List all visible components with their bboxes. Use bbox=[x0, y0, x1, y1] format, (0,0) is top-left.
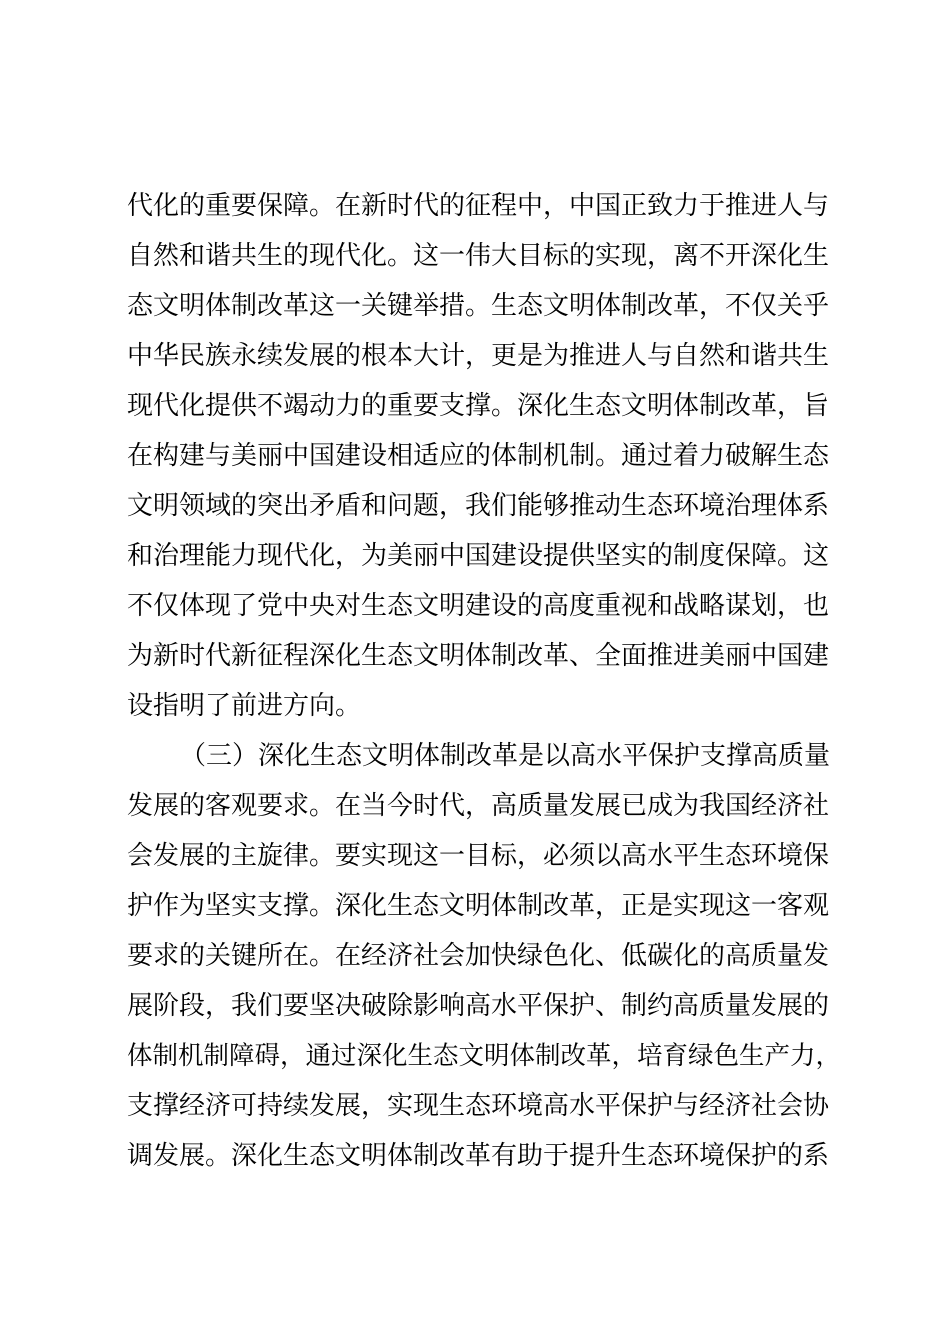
text-line: 中华民族永续发展的根本大计，更是为推进人与自然和谐共生 bbox=[127, 341, 830, 371]
text-line: 展阶段，我们要坚决破除影响高水平保护、制约高质量发展的 bbox=[127, 991, 830, 1021]
text-line: 体制机制障碍，通过深化生态文明体制改革，培育绿色生产力， bbox=[127, 1041, 842, 1071]
text-line: 文明领域的突出矛盾和问题，我们能够推动生态环境治理体系 bbox=[127, 491, 830, 521]
text-line: 设指明了前进方向。 bbox=[127, 691, 362, 721]
text-line: 在构建与美丽中国建设相适应的体制机制。通过着力破解生态 bbox=[127, 441, 830, 471]
text-line: 和治理能力现代化，为美丽中国建设提供坚实的制度保障。这 bbox=[127, 541, 830, 571]
text-line: 现代化提供不竭动力的重要支撑。深化生态文明体制改革，旨 bbox=[127, 391, 830, 421]
text-line: 会发展的主旋律。要实现这一目标，必须以高水平生态环境保 bbox=[127, 841, 830, 871]
text-line: 不仅体现了党中央对生态文明建设的高度重视和战略谋划，也 bbox=[127, 591, 830, 621]
text-line: 护作为坚实支撑。深化生态文明体制改革，正是实现这一客观 bbox=[127, 891, 830, 921]
text-line: 调发展。深化生态文明体制改革有助于提升生态环境保护的系 bbox=[127, 1141, 830, 1171]
text-line: 态文明体制改革这一关键举措。生态文明体制改革，不仅关乎 bbox=[127, 291, 830, 321]
text-line: 代化的重要保障。在新时代的征程中，中国正致力于推进人与 bbox=[127, 191, 830, 221]
text-line: 发展的客观要求。在当今时代，高质量发展已成为我国经济社 bbox=[127, 791, 830, 821]
text-line: 自然和谐共生的现代化。这一伟大目标的实现，离不开深化生 bbox=[127, 241, 830, 271]
section-heading-line: （三）深化生态文明体制改革是以高水平保护支撑高质量 bbox=[180, 741, 831, 771]
text-line: 支撑经济可持续发展，实现生态环境高水平保护与经济社会协 bbox=[127, 1091, 830, 1121]
text-line: 为新时代新征程深化生态文明体制改革、全面推进美丽中国建 bbox=[127, 641, 830, 671]
text-line: 要求的关键所在。在经济社会加快绿色化、低碳化的高质量发 bbox=[127, 941, 830, 971]
